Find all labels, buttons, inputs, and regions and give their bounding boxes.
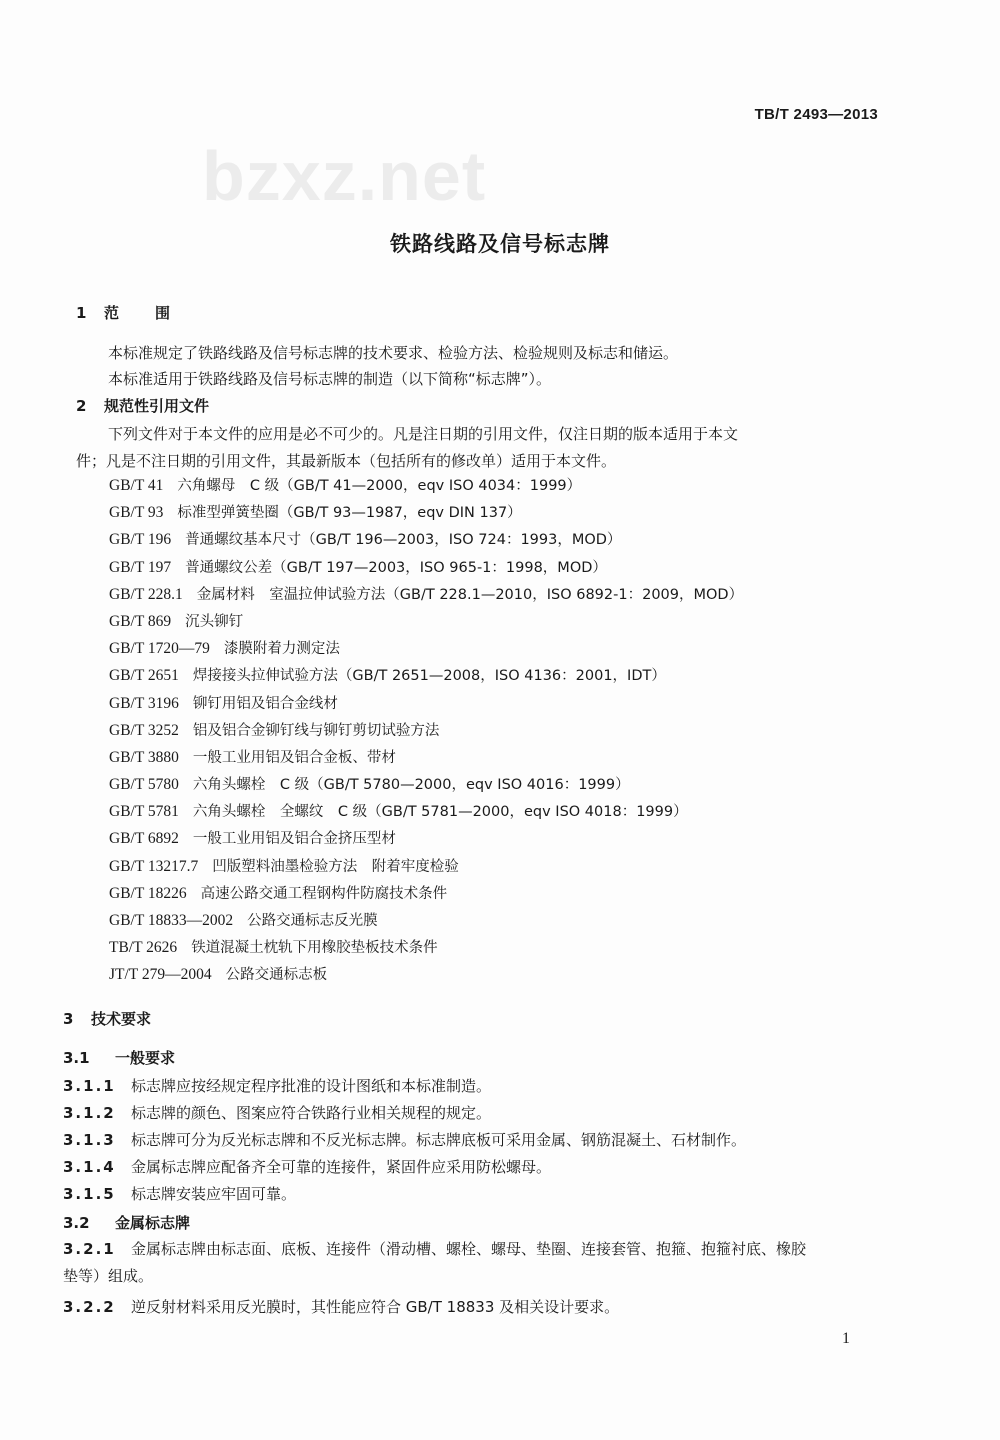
reference-title: 普通螺纹公差（GB/T 197—2003，ISO 965-1：1998，MOD）	[185, 559, 607, 576]
section-1-paragraph-1: 本标准规定了铁路线路及信号标志牌的技术要求、检验方法、检验规则及标志和储运。	[108, 344, 679, 362]
intro-line: 下列文件对于本文件的应用是必不可少的。凡是注日期的引用文件，仅注日期的版本适用于本文	[108, 425, 739, 443]
clause-number: 3.2.1	[63, 1240, 116, 1258]
clause-number: 3.1.3	[63, 1131, 116, 1149]
reference-item	[109, 692, 743, 719]
clause-text: 标志牌应按经规定程序批准的设计图纸和本标准制造。	[131, 1077, 492, 1095]
reference-code: GB/T 3880	[109, 748, 179, 766]
reference-item	[109, 501, 743, 528]
clause-number: 3.1.5	[63, 1185, 116, 1203]
reference-item	[109, 827, 743, 854]
clause-3-1-1	[63, 1075, 491, 1096]
clause-3-1-2	[63, 1102, 491, 1123]
reference-item	[109, 719, 743, 746]
reference-code: GB/T 3196	[109, 694, 179, 712]
section-2-intro	[76, 421, 881, 475]
clause-3-1-5	[63, 1183, 296, 1204]
reference-title: 六角螺母 C 级（GB/T 41—2000，eqv ISO 4034：1999）	[177, 478, 582, 494]
section-3-heading	[63, 1008, 151, 1029]
standard-number: TB/T 2493—2013	[754, 106, 878, 123]
subsection-number: 3.2	[63, 1214, 90, 1232]
reference-title: 一般工业用铝及铝合金挤压型材	[192, 831, 396, 848]
reference-item	[109, 528, 743, 555]
reference-code: GB/T 18226	[109, 884, 187, 902]
reference-item	[109, 882, 743, 909]
reference-code: GB/T 41	[109, 477, 164, 494]
reference-title: 沉头铆钉	[185, 613, 244, 630]
section-title: 规范性引用文件	[104, 397, 210, 415]
clause-3-2-2	[63, 1296, 619, 1317]
watermark: bzxz.net	[202, 137, 487, 215]
subsection-number: 3.1	[63, 1049, 90, 1067]
reference-item	[109, 664, 743, 691]
reference-item	[109, 909, 743, 936]
subsection-title: 一般要求	[115, 1049, 176, 1067]
reference-code: GB/T 2651	[109, 667, 179, 685]
reference-item	[109, 746, 743, 773]
reference-code: GB/T 13217.7	[109, 857, 199, 875]
reference-title: 标准型弹簧垫圈（GB/T 93—1987，eqv DIN 137）	[177, 505, 522, 522]
reference-title: 铆钉用铝及铝合金线材	[192, 695, 338, 712]
reference-title: 铁道混凝土枕轨下用橡胶垫板技术条件	[191, 940, 438, 957]
subsection-3-2-heading	[63, 1212, 190, 1233]
reference-code: GB/T 5780	[109, 776, 179, 794]
reference-code: GB/T 869	[109, 612, 172, 630]
reference-code: GB/T 1720—79	[109, 640, 210, 658]
clause-text: 金属标志牌由标志面、底板、连接件（滑动槽、螺栓、螺母、垫圈、连接套管、抱箍、抱箍衬底、橡胶	[131, 1240, 807, 1258]
reference-item	[109, 610, 743, 637]
reference-item	[109, 936, 743, 963]
reference-title: 铝及铝合金铆钉线与铆钉剪切试验方法	[192, 722, 440, 739]
subsection-title: 金属标志牌	[115, 1214, 191, 1232]
reference-title: 高速公路交通工程钢构件防腐技术条件	[200, 885, 448, 902]
clause-3-1-3	[63, 1129, 746, 1150]
reference-code: TB/T 2626	[109, 939, 178, 957]
clause-text: 标志牌安装应牢固可靠。	[131, 1185, 297, 1203]
section-title: 技术要求	[91, 1010, 152, 1028]
reference-code: GB/T 6892	[109, 830, 179, 848]
reference-item	[109, 583, 743, 610]
clause-number: 3.1.1	[63, 1077, 116, 1095]
reference-item	[109, 556, 743, 583]
clause-text: 标志牌可分为反光标志牌和不反光标志牌。标志牌底板可采用金属、钢筋混凝土、石材制作。	[131, 1131, 747, 1149]
clause-3-2-1	[63, 1236, 883, 1290]
reference-code: GB/T 5781	[109, 803, 179, 821]
reference-item	[109, 474, 743, 501]
reference-item	[109, 773, 743, 800]
clause-text: 金属标志牌应配备齐全可靠的连接件，紧固件应采用防松螺母。	[131, 1158, 552, 1176]
intro-line: 件；凡是不注日期的引用文件，其最新版本（包括所有的修改单）适用于本文件。	[76, 452, 617, 470]
reference-list	[109, 474, 743, 991]
reference-title: 六角头螺栓 C 级（GB/T 5780—2000，eqv ISO 4016：1999）	[192, 777, 630, 794]
reference-title: 普通螺纹基本尺寸（GB/T 196—2003，ISO 724：1993，MOD）	[185, 532, 622, 549]
reference-item	[109, 855, 743, 882]
reference-code: GB/T 196	[109, 531, 172, 549]
reference-title: 焊接接头拉伸试验方法（GB/T 2651—2008，ISO 4136：2001，IDT）	[192, 668, 666, 685]
reference-item	[109, 800, 743, 827]
reference-code: JT/T 279—2004	[109, 966, 212, 984]
clause-text: 标志牌的颜色、图案应符合铁路行业相关规程的规定。	[131, 1104, 492, 1122]
section-2-heading	[76, 395, 209, 416]
reference-title: 漆膜附着力测定法	[223, 641, 340, 658]
reference-code: GB/T 197	[109, 558, 172, 576]
reference-code: GB/T 3252	[109, 721, 179, 739]
clause-text: 逆反射材料采用反光膜时，其性能应符合 GB/T 18833 及相关设计要求。	[131, 1298, 620, 1316]
clause-number: 3.1.2	[63, 1104, 116, 1122]
reference-title: 一般工业用铝及铝合金板、带材	[192, 749, 396, 766]
reference-code: GB/T 18833—2002	[109, 912, 234, 929]
section-number: 2	[76, 397, 87, 415]
section-number: 1	[76, 304, 87, 322]
page-number: 1	[842, 1330, 850, 1347]
clause-number: 3.1.4	[63, 1158, 116, 1176]
clause-number: 3.2.2	[63, 1298, 116, 1316]
section-title: 范围	[104, 304, 207, 322]
reference-title: 公路交通标志板	[225, 967, 328, 984]
reference-code: GB/T 93	[109, 504, 164, 522]
reference-item	[109, 963, 743, 990]
clause-text-continued: 垫等）组成。	[63, 1267, 154, 1285]
section-1-paragraph-2: 本标准适用于铁路线路及信号标志牌的制造（以下简称“标志牌”）。	[108, 370, 552, 388]
reference-title: 公路交通标志反光膜	[247, 913, 378, 929]
reference-code: GB/T 228.1	[109, 585, 183, 603]
reference-title: 凹版塑料油墨检验方法 附着牢度检验	[212, 858, 459, 875]
reference-title: 金属材料 室温拉伸试验方法（GB/T 228.1—2010，ISO 6892-1：2009，MOD）	[196, 586, 744, 603]
reference-title: 六角头螺栓 全螺纹 C 级（GB/T 5781—2000，eqv ISO 4018：1999）	[192, 804, 688, 821]
reference-item	[109, 637, 743, 664]
document-title: 铁路线路及信号标志牌	[390, 232, 610, 256]
clause-3-1-4	[63, 1156, 551, 1177]
section-1-heading	[76, 302, 206, 323]
section-number: 3	[63, 1010, 74, 1028]
subsection-3-1-heading	[63, 1047, 175, 1068]
